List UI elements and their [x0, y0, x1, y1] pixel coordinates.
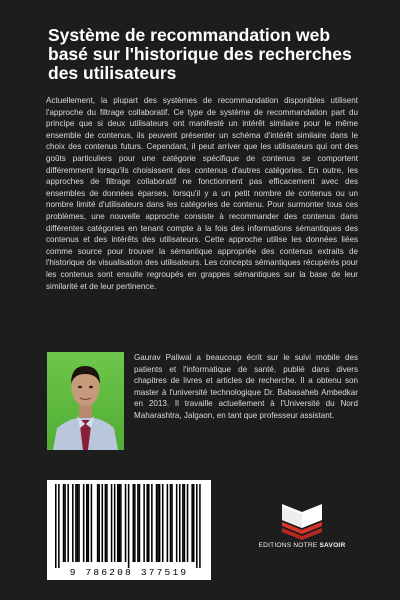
barcode-bar [176, 484, 178, 562]
barcode-bar [193, 484, 195, 562]
isbn-number: 9 786208 377519 [69, 567, 189, 578]
barcode-bar [179, 484, 181, 562]
barcode-bar [159, 484, 161, 562]
barcode-bar [134, 484, 136, 562]
barcode-bar [120, 484, 122, 562]
barcode-bar [151, 484, 153, 562]
barcode-bar [196, 484, 198, 568]
barcode-bar [156, 484, 158, 562]
barcode-bar [67, 484, 69, 562]
barcode-bar [83, 484, 85, 562]
barcode-bar [55, 484, 57, 568]
barcode-bar [86, 484, 88, 562]
barcode-bar [146, 484, 148, 562]
barcode-bar [184, 484, 186, 562]
barcode-bar [98, 484, 100, 562]
publisher-logo [252, 500, 352, 560]
barcode-bar [111, 484, 113, 562]
barcode-bars [47, 484, 211, 570]
barcode-bar [167, 484, 169, 562]
barcode-bar [182, 484, 184, 562]
barcode-bar [105, 484, 107, 562]
barcode-bar [162, 484, 164, 562]
barcode-bar [148, 484, 150, 562]
barcode-bar [117, 484, 119, 562]
barcode-bar [199, 484, 201, 568]
barcode-bar [106, 484, 108, 562]
book-title: Système de recommandation web basé sur l'historique des recherches des utilisateurs [48, 25, 352, 83]
barcode-bar [170, 484, 172, 562]
barcode-bar [88, 484, 90, 562]
barcode-bar [63, 484, 65, 562]
barcode-bar [75, 484, 77, 562]
barcode-bar [102, 484, 104, 562]
barcode-bar [171, 484, 173, 562]
barcode-bar [78, 484, 80, 562]
barcode-bar [72, 484, 74, 562]
barcode-bar [114, 484, 116, 562]
barcode-bar [128, 484, 130, 568]
barcode-bar [119, 484, 121, 562]
publisher-name: EDITIONS NOTRE SAVOIR [258, 542, 346, 549]
barcode-bar [137, 484, 139, 562]
barcode-bar [91, 484, 93, 562]
barcode-bar [125, 484, 127, 562]
barcode-bar [64, 484, 66, 562]
book-summary: Actuellement, la plupart des systèmes de recommandation disponibles utilisent l'approche du filtrage collaboratif. Ce type de système de recommandation part du principe que si deux utilisateurs ont manifesté un intérêt similaire pour le même ensemble de contenus, ils peuvent présenter un schéma d'intérêt similaire dans le choix des contenus futurs. Cependant, il peut arriver que les utilisateurs qui ont des goûts particuliers pour une catégorie spécifique de contenus se comportent différemment lorsqu'ils choisissent des contenus d'autres catégories. En outre, les approches de filtrage collaboratif ne fonctionnent pas efficacement avec des ensembles de données éparses, lorsqu'il y a un petit nombre de contenus ou un nombre limité d'utilisateurs dans les catégories de contenu. Pour surmonter tous ces problèmes, une nouvelle approche consiste à recommander des contenus dans différentes catégories en tenant compte à la fois des informations sémantiques des contenus et des intérêts des utilisateurs. Cette approche utilise les données liées comme source pour trouver la sémantique appropriée des contenus extraits de l'historique de visualisation des utilisateurs. Les concepts sémantiques récupérés pour les contenus sont ensuite regroupés en grappes sémantiques sur la base de leur similarité et de leur pertinence. [46, 96, 358, 291]
barcode-bar [77, 484, 79, 562]
book-stack-icon [252, 500, 352, 540]
barcode-bar [58, 484, 60, 568]
barcode-bar [143, 484, 145, 562]
barcode-bar [139, 484, 141, 562]
barcode-bar [133, 484, 135, 562]
barcode-bar [191, 484, 193, 562]
author-bio: Gaurav Paliwal a beaucoup écrit sur le suivi mobile des patients et l'informatique de santé, publié dans divers chapitres de livres et articles de recherche. Il a obtenu son master à l'université technologique Dr. Babasaheb Ambedkar en 2013. Il travaille actuellement à l'Université du Nord Maharashtra, Jalgaon, en tant que professeur assistant. [134, 353, 358, 420]
barcode-bar [97, 484, 99, 562]
barcode-bar [187, 484, 189, 562]
barcode-bar [157, 484, 159, 562]
author-photo [47, 352, 124, 450]
isbn-barcode [47, 480, 211, 580]
